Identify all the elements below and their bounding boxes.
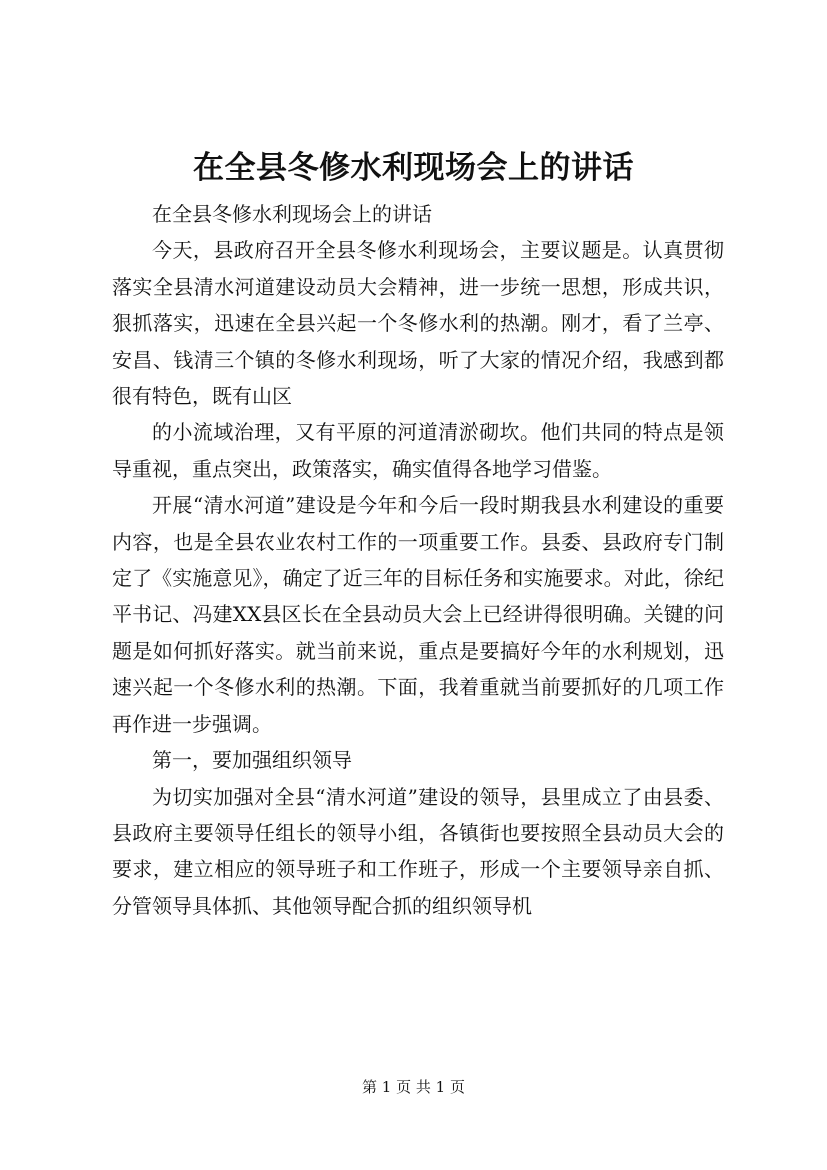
paragraph-subtitle: 在全县冬修水利现场会上的讲话 — [152, 202, 432, 226]
paragraph: 开展“清水河道”建设是今年和今后一段时期我县水利建设的重要内容，也是全县农业农村工作的一项重要工作。县委、县政府专门制定了《实施意见》，确定了近三年的目标任务和实施要求。对此，徐纪平书记、冯建XX县区长在全县动员大会上已经讲得很明确。关键的问题是如何抓好落实。就当前来说，重点是要搞好今年的水利规划，迅速兴起一个冬修水利的热潮。下面，我着重就当前要抓好的几项工作再作进一步强调。 — [112, 493, 724, 736]
section-heading: 第一，要加强组织领导 — [152, 748, 352, 773]
page-number-footer: 第 1 页 共 1 页 — [362, 1078, 465, 1096]
paragraph: 今天，县政府召开全县冬修水利现场会，主要议题是。认真贯彻落实全县清水河道建设动员大会精神，进一步统一思想，形成共识，狠抓落实，迅速在全县兴起一个冬修水利的热潮。刚才，看了兰亭、安昌、钱清三个镇的冬修水利现场，听了大家的情况介绍，我感到都很有特色，既有山区 — [112, 238, 724, 409]
paragraph: 为切实加强对全县“清水河道”建设的领导，县里成立了由县委、县政府主要领导任组长的领导小组，各镇街也要按照全县动员大会的要求，建立相应的领导班子和工作班子，形成一个主要领导亲自抓、分管领导具体抓、其他领导配合抓的组织领导机 — [112, 784, 724, 918]
paragraph: 的小流域治理，又有平原的河道清淤砌坎。他们共同的特点是领导重视，重点突出，政策落实，确实值得各地学习借鉴。 — [112, 420, 724, 481]
document-title: 在全县冬修水利现场会上的讲话 — [193, 150, 634, 186]
document-body — [112, 196, 724, 924]
